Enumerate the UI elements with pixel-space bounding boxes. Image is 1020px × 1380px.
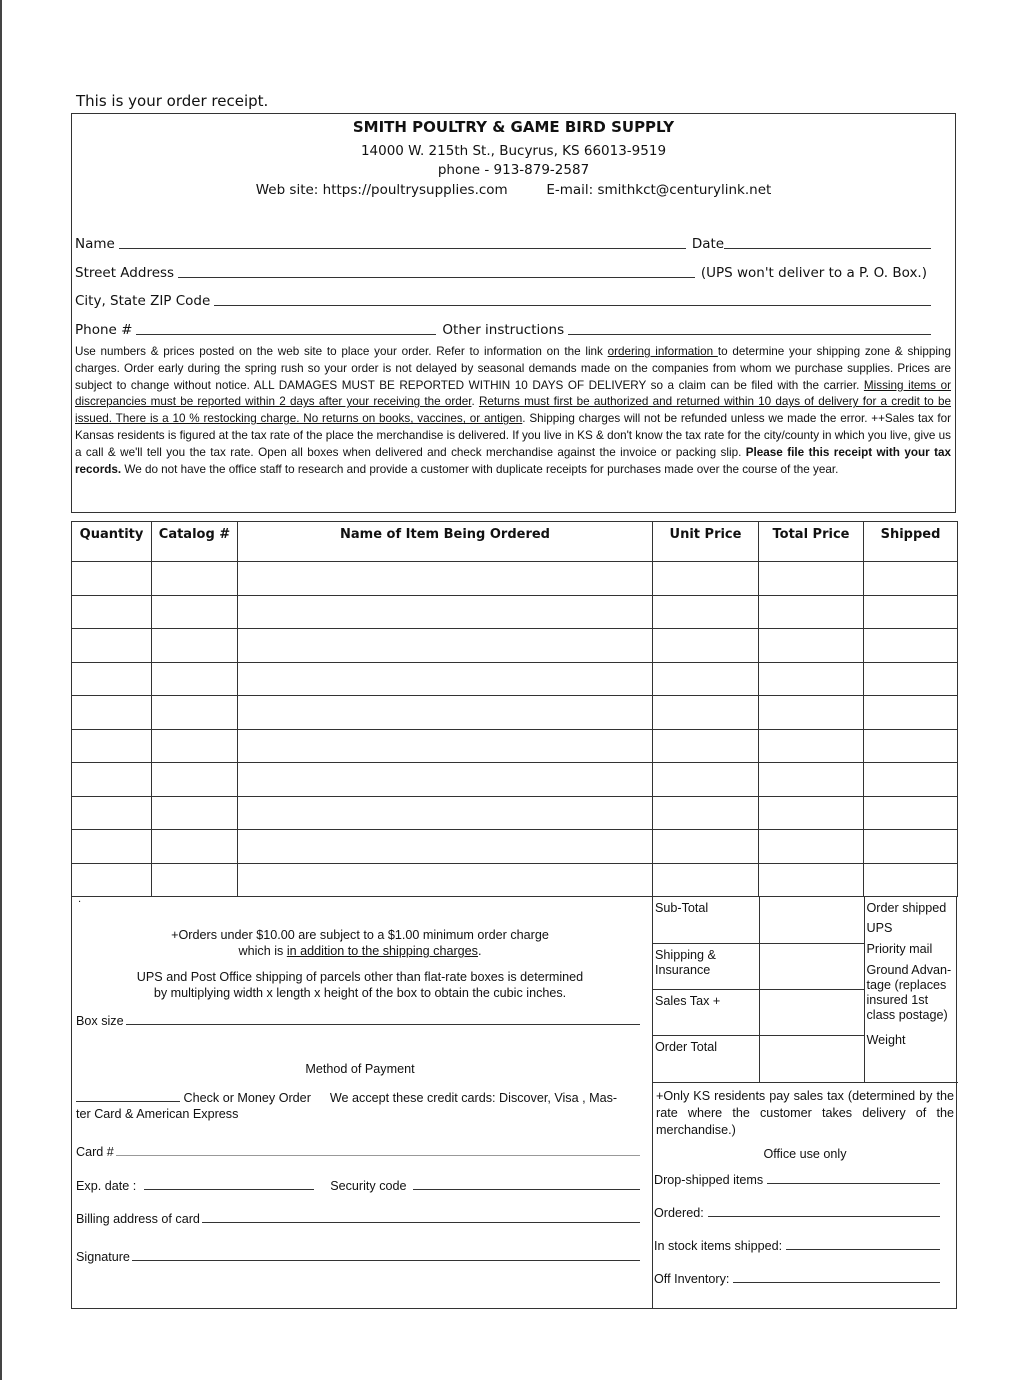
order-summary	[653, 897, 958, 1083]
item-cell[interactable]	[864, 863, 958, 897]
item-cell[interactable]	[238, 696, 653, 730]
contact-line	[72, 180, 955, 200]
item-cell[interactable]	[152, 729, 238, 763]
street-row	[75, 261, 951, 281]
off-inventory-label: Off Inventory:	[654, 1272, 730, 1286]
item-row	[72, 696, 958, 730]
item-cell[interactable]	[759, 796, 864, 830]
item-cell[interactable]	[653, 696, 759, 730]
item-cell[interactable]	[864, 696, 958, 730]
drop-shipped-row	[654, 1161, 956, 1187]
payment-method-row	[76, 1090, 644, 1122]
signature-label: Signature	[76, 1250, 130, 1264]
items-table	[71, 521, 958, 897]
check-label: Check or Money Order	[183, 1091, 311, 1105]
ordering-information-link[interactable]: ordering information	[607, 345, 718, 358]
item-cell[interactable]	[72, 595, 152, 629]
billing-address-field[interactable]	[202, 1213, 640, 1223]
items-header-row	[72, 522, 958, 562]
item-row	[72, 629, 958, 663]
item-row	[72, 662, 958, 696]
office-use-section	[654, 1082, 956, 1286]
card-number-label: Card #	[76, 1145, 114, 1159]
item-cell[interactable]	[72, 796, 152, 830]
item-cell[interactable]	[238, 595, 653, 629]
stray-mark: ·	[78, 897, 82, 908]
company-address: 14000 W. 215th St., Bucyrus, KS 66013-9519	[360, 143, 667, 159]
item-cell[interactable]	[653, 763, 759, 797]
street-field[interactable]	[178, 266, 695, 278]
name-label: Name	[75, 236, 115, 252]
order-form-header	[71, 113, 956, 513]
item-cell[interactable]	[759, 662, 864, 696]
accepted-cards-text: We accept these credit cards: Discover, Visa , Mas-	[329, 1091, 618, 1105]
shipping-calc-line: UPS and Post Office shipping of parcels other than flat-rate boxes is determined	[136, 970, 584, 984]
item-cell[interactable]	[72, 696, 152, 730]
terms-bold: Please file this receipt with your tax records.	[75, 445, 951, 476]
item-cell[interactable]	[864, 662, 958, 696]
item-cell[interactable]	[653, 562, 759, 596]
in-stock-field[interactable]	[786, 1240, 940, 1250]
page-edge-line	[0, 0, 2, 1380]
box-size-row	[76, 1010, 640, 1028]
street-label: Street Address	[75, 265, 175, 281]
drop-shipped-label: Drop-shipped items	[654, 1173, 764, 1187]
website-label: Web site:	[255, 182, 319, 198]
terms-text: Use numbers & prices posted on the web site to place your order. Refer to information on the link	[75, 345, 608, 358]
item-cell[interactable]	[238, 863, 653, 897]
order-total-label: Order Total	[653, 1035, 759, 1082]
sales-tax-value[interactable]	[759, 989, 864, 1035]
item-cell[interactable]	[152, 629, 238, 663]
check-blank[interactable]	[76, 1092, 180, 1102]
item-cell[interactable]	[653, 796, 759, 830]
column-header: Catalog #	[152, 522, 238, 562]
terms-text: . Shipping charges will not be refunded unless we made the error. ++Sales tax for Kansas residents is figured at the tax rate of the place the merchandise is delivered. If you live in KS & don't know the tax rate for the city/county in which you live, give us a call & we'll tell you the tax rate. Open all boxes when delivered and check merchandise against the invoice or packing slip.	[75, 412, 952, 459]
city-row	[75, 289, 951, 309]
expiry-row	[76, 1175, 640, 1193]
item-cell[interactable]	[864, 595, 958, 629]
minimum-order-note	[76, 927, 644, 959]
date-label: Date	[691, 236, 725, 252]
item-cell[interactable]	[238, 629, 653, 663]
item-cell[interactable]	[152, 796, 238, 830]
item-cell[interactable]	[864, 763, 958, 797]
phone-row	[75, 318, 951, 338]
minimum-order-line	[76, 943, 644, 959]
ups-option[interactable]: UPS	[866, 921, 893, 935]
item-cell[interactable]	[72, 830, 152, 864]
item-cell[interactable]	[759, 830, 864, 864]
item-cell[interactable]	[864, 729, 958, 763]
item-cell[interactable]	[152, 696, 238, 730]
company-name: SMITH POULTRY & GAME BIRD SUPPLY	[352, 118, 675, 136]
box-size-label: Box size	[76, 1014, 124, 1028]
shipping-label: Shipping &	[655, 947, 716, 962]
shipping-charges-link[interactable]: in addition to the shipping charges	[286, 944, 478, 958]
phone-field[interactable]	[136, 323, 436, 335]
item-cell[interactable]	[759, 863, 864, 897]
sales-tax-label: Sales Tax +	[653, 989, 759, 1035]
terms-underlined: Returns must first be authorized and returned within 10 days of delivery for a credit to be issued. There is a 10 % restocking charge. No returns on books, vaccines, or antigen	[75, 395, 952, 426]
ups-po-box-note: (UPS won't deliver to a P. O. Box.)	[700, 265, 927, 281]
priority-mail-option[interactable]: Priority mail	[866, 942, 933, 956]
item-cell[interactable]	[72, 629, 152, 663]
payment-section	[72, 897, 653, 1308]
item-cell[interactable]	[653, 595, 759, 629]
item-cell[interactable]	[864, 796, 958, 830]
terms-text: to determine your shipping zone & shipping charges. Order early during the spring rush so your order is not delayed by seasonal demands made on the companies from whom we purchase supplies. Prices are subject to change without notice. ALL DAMAGES MUST BE REPORTED WITHIN 10 DAYS OF DELIVERY so a claim can be filed with the carrier.	[75, 345, 951, 392]
ground-advantage-option[interactable]: Ground Advan-tage (replaces insured 1st class postage)	[866, 963, 952, 1022]
item-row	[72, 796, 958, 830]
order-terms	[75, 344, 951, 478]
other-instructions-field[interactable]	[568, 323, 931, 335]
item-cell[interactable]	[152, 562, 238, 596]
other-instructions-label: Other instructions	[442, 322, 565, 338]
item-cell[interactable]	[72, 662, 152, 696]
item-cell[interactable]	[759, 696, 864, 730]
item-cell[interactable]	[152, 763, 238, 797]
item-cell[interactable]	[238, 830, 653, 864]
column-header: Unit Price	[653, 522, 759, 562]
item-cell[interactable]	[653, 662, 759, 696]
shipping-calc-line: by multiplying width x length x height of the box to obtain the cubic inches.	[153, 986, 567, 1000]
card-number-row	[76, 1141, 640, 1159]
item-cell[interactable]	[72, 863, 152, 897]
terms-text: We do not have the office staff to research and provide a customer with duplicate receipts for purchases made over the course of the year.	[121, 462, 839, 476]
insurance-label: Insurance	[655, 962, 711, 977]
in-stock-row	[654, 1220, 956, 1253]
ordered-label: Ordered:	[654, 1206, 704, 1220]
office-use-heading: Office use only	[763, 1147, 847, 1161]
off-inventory-row	[654, 1253, 956, 1286]
totals-and-payment-section	[71, 897, 957, 1309]
receipt-note: This is your order receipt.	[76, 92, 269, 110]
column-header: Quantity	[72, 522, 152, 562]
item-cell[interactable]	[72, 729, 152, 763]
signature-field[interactable]	[132, 1251, 640, 1261]
minimum-order-text: .	[477, 944, 482, 958]
city-label: City, State ZIP Code	[75, 293, 211, 309]
terms-underlined: Missing items or discrepancies must be reported within 2 days after your receiving the order	[75, 378, 951, 409]
ordered-field[interactable]	[708, 1207, 940, 1217]
item-row	[72, 562, 958, 596]
security-code-field[interactable]	[413, 1180, 640, 1190]
shipping-insurance-label	[653, 943, 759, 989]
item-row	[72, 595, 958, 629]
item-cell[interactable]	[72, 763, 152, 797]
weight-label: Weight	[866, 1033, 906, 1047]
column-header: Name of Item Being Ordered	[238, 522, 653, 562]
email-link[interactable]: smithkct@centurylink.net	[597, 182, 772, 198]
item-cell[interactable]	[238, 662, 653, 696]
card-number-field[interactable]	[116, 1146, 640, 1156]
item-row	[72, 729, 958, 763]
email-label: E-mail:	[546, 182, 594, 198]
item-cell[interactable]	[864, 629, 958, 663]
exp-date-label: Exp. date :	[76, 1179, 137, 1193]
subtotal-value[interactable]	[759, 897, 864, 943]
security-code-label: Security code	[330, 1179, 407, 1193]
column-header: Shipped	[864, 522, 958, 562]
billing-address-label: Billing address of card	[76, 1212, 200, 1226]
summary-row	[653, 897, 958, 943]
city-field[interactable]	[214, 294, 931, 306]
in-stock-label: In stock items shipped:	[654, 1239, 783, 1253]
terms-text: .	[471, 395, 479, 409]
item-cell[interactable]	[152, 595, 238, 629]
box-size-field[interactable]	[126, 1015, 640, 1025]
item-cell[interactable]	[238, 796, 653, 830]
item-cell[interactable]	[759, 562, 864, 596]
exp-date-field[interactable]	[144, 1180, 314, 1190]
item-cell[interactable]	[759, 763, 864, 797]
signature-row	[76, 1246, 640, 1264]
item-cell[interactable]	[864, 562, 958, 596]
payment-heading: Method of Payment	[305, 1062, 415, 1076]
order-total-value[interactable]	[759, 1035, 864, 1082]
item-cell[interactable]	[653, 629, 759, 663]
item-cell[interactable]	[759, 595, 864, 629]
item-cell[interactable]	[152, 830, 238, 864]
item-cell[interactable]	[238, 763, 653, 797]
drop-shipped-field[interactable]	[767, 1174, 940, 1184]
off-inventory-field[interactable]	[733, 1273, 940, 1283]
order-shipped-label: Order shipped	[866, 901, 947, 915]
item-cell[interactable]	[759, 729, 864, 763]
minimum-order-text: which is	[238, 944, 287, 958]
item-row	[72, 763, 958, 797]
item-cell[interactable]	[653, 863, 759, 897]
item-cell[interactable]	[653, 729, 759, 763]
company-phone: phone - 913-879-2587	[437, 162, 590, 178]
accepted-cards-text: ter Card & American Express	[76, 1107, 239, 1121]
item-row	[72, 863, 958, 897]
column-header: Total Price	[759, 522, 864, 562]
item-cell[interactable]	[238, 562, 653, 596]
name-row	[75, 232, 951, 252]
minimum-order-line: +Orders under $10.00 are subject to a $1.00 minimum order charge	[171, 928, 549, 942]
shipping-calc-note	[76, 969, 644, 1001]
phone-label: Phone #	[75, 322, 133, 338]
billing-row	[76, 1208, 640, 1226]
item-cell[interactable]	[72, 562, 152, 596]
shipping-method-box	[864, 897, 958, 1082]
ks-sales-tax-note: +Only KS residents pay sales tax (determined by the rate where the customer takes delivery of the merchandise.)	[656, 1089, 954, 1137]
website-link[interactable]: https://poultrysupplies.com	[322, 182, 508, 198]
date-field[interactable]	[724, 237, 931, 249]
item-cell[interactable]	[864, 830, 958, 864]
ordered-row	[654, 1187, 956, 1220]
item-cell[interactable]	[152, 863, 238, 897]
subtotal-label: Sub-Total	[653, 897, 759, 943]
item-row	[72, 830, 958, 864]
item-cell[interactable]	[238, 729, 653, 763]
item-cell[interactable]	[759, 629, 864, 663]
item-cell[interactable]	[653, 830, 759, 864]
name-field[interactable]	[119, 237, 686, 249]
shipping-insurance-value[interactable]	[759, 943, 864, 989]
item-cell[interactable]	[152, 662, 238, 696]
